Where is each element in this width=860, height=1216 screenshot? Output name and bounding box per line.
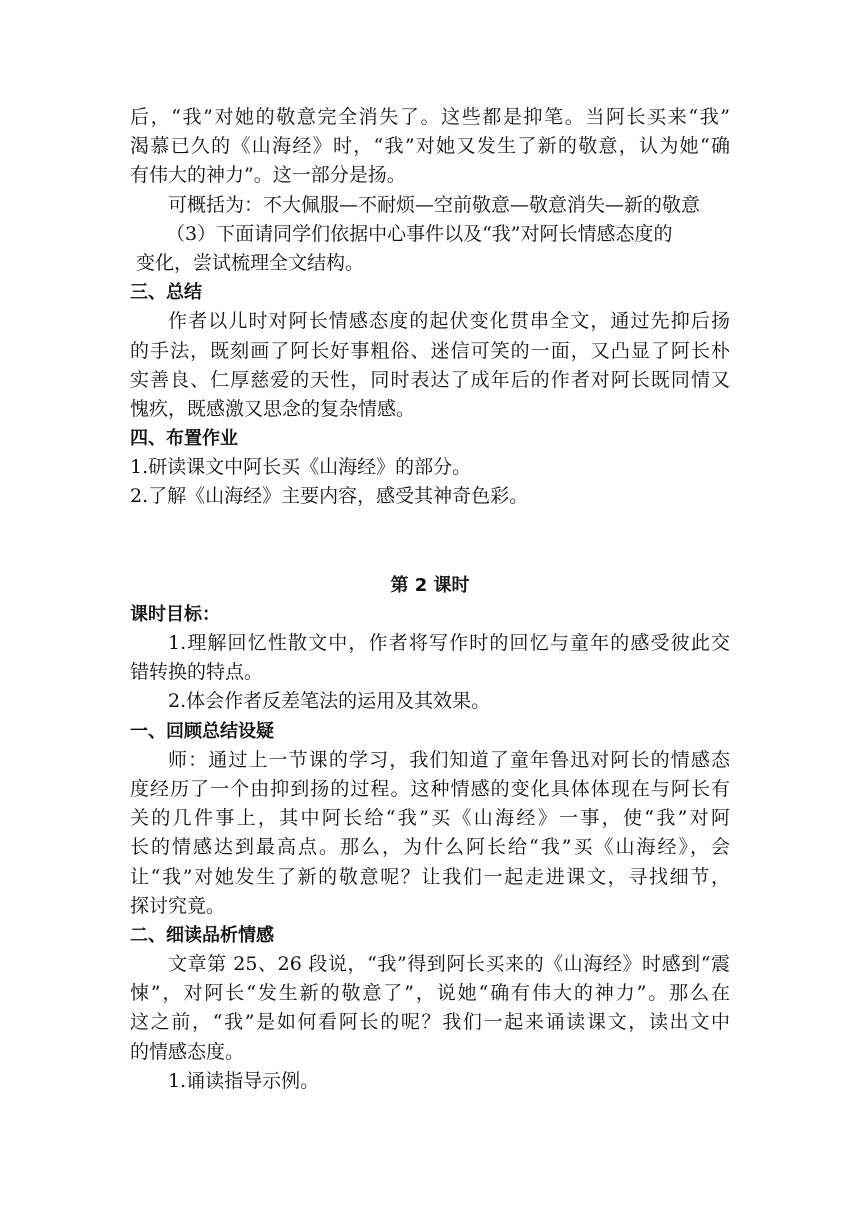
paragraph-line: 长的情感达到最高点。那么，为什么阿长给“我”买《山海经》，会 <box>130 836 730 859</box>
paragraph-line: 错转换的特点。 <box>130 661 264 684</box>
paragraph-line: 作者以儿时对阿长情感态度的起伏变化贯串全文，通过先抑后扬 <box>168 310 730 333</box>
list-item: 1.理解回忆性散文中，作者将写作时的回忆与童年的感受彼此交 <box>168 632 730 654</box>
section-heading-analysis: 二、细读品析情感 <box>130 924 274 946</box>
paragraph-line: 让“我”对她发生了新的敬意呢？让我们一起走进课文，寻找细节， <box>130 865 730 888</box>
paragraph-line: 的情感态度。 <box>130 1040 245 1063</box>
lesson-title: 第 2 课时 <box>390 574 470 596</box>
paragraph-line: 可概括为：不大佩服—不耐烦—空前敬意—敬意消失—新的敬意 <box>168 193 701 216</box>
list-item: 1.诵读指导示例。 <box>168 1069 320 1092</box>
blank-space <box>130 512 730 571</box>
paragraph-line: 实善良、仁厚慈爱的天性，同时表达了成年后的作者对阿长既同情又 <box>130 368 730 391</box>
list-item: 2.了解《山海经》主要内容，感受其神奇色彩。 <box>130 485 529 508</box>
paragraph-line: 探讨究竟。 <box>130 894 226 917</box>
paragraph-line: 师：通过上一节课的学习，我们知道了童年鲁迅对阿长的情感态 <box>168 748 730 771</box>
paragraph-line: 关的几件事上，其中阿长给“我”买《山海经》一事，使“我”对阿 <box>130 807 730 830</box>
paragraph-line: 的手法，既刻画了阿长好事粗俗、迷信可笑的一面，又凸显了阿长朴 <box>130 339 730 362</box>
paragraph-line: 有伟大的神力”。这一部分是扬。 <box>130 164 406 187</box>
paragraph-line: 文章第 25、26 段说，“我”得到阿长买来的《山海经》时感到“震 <box>168 953 730 976</box>
section-heading-review: 一、回顾总结设疑 <box>130 720 274 742</box>
paragraph-line: 后，“我”对她的敬意完全消失了。这些都是抑笔。当阿长买来“我” <box>130 106 730 128</box>
paragraph-line: 愧疚，既感激又思念的复杂情感。 <box>130 397 416 420</box>
section-heading-homework: 四、布置作业 <box>130 428 238 450</box>
list-item: 2.体会作者反差笔法的运用及其效果。 <box>168 690 491 713</box>
paragraph-line: （3）下面请同学们依据中心事件以及“我”对阿长情感态度的 <box>166 222 673 245</box>
section-heading-objectives: 课时目标： <box>130 603 220 625</box>
paragraph-line: 这之前，“我”是如何看阿长的呢？我们一起来诵读课文，读出文中 <box>130 1011 730 1034</box>
paragraph-line: 渴慕已久的《山海经》时，“我”对她又发生了新的敬意，认为她“确 <box>130 135 730 158</box>
paragraph-line: 度经历了一个由抑到扬的过程。这种情感的变化具体体现在与阿长有 <box>130 777 730 800</box>
list-item: 1.研读课文中阿长买《山海经》的部分。 <box>130 456 472 479</box>
paragraph-line: 悚”，对阿长“发生新的敬意了”，说她“确有伟大的神力”。那么在 <box>130 982 730 1005</box>
document-body <box>130 103 730 1096</box>
paragraph-line: 变化，尝试梳理全文结构。 <box>136 251 365 274</box>
section-heading-summary: 三、总结 <box>130 282 202 304</box>
